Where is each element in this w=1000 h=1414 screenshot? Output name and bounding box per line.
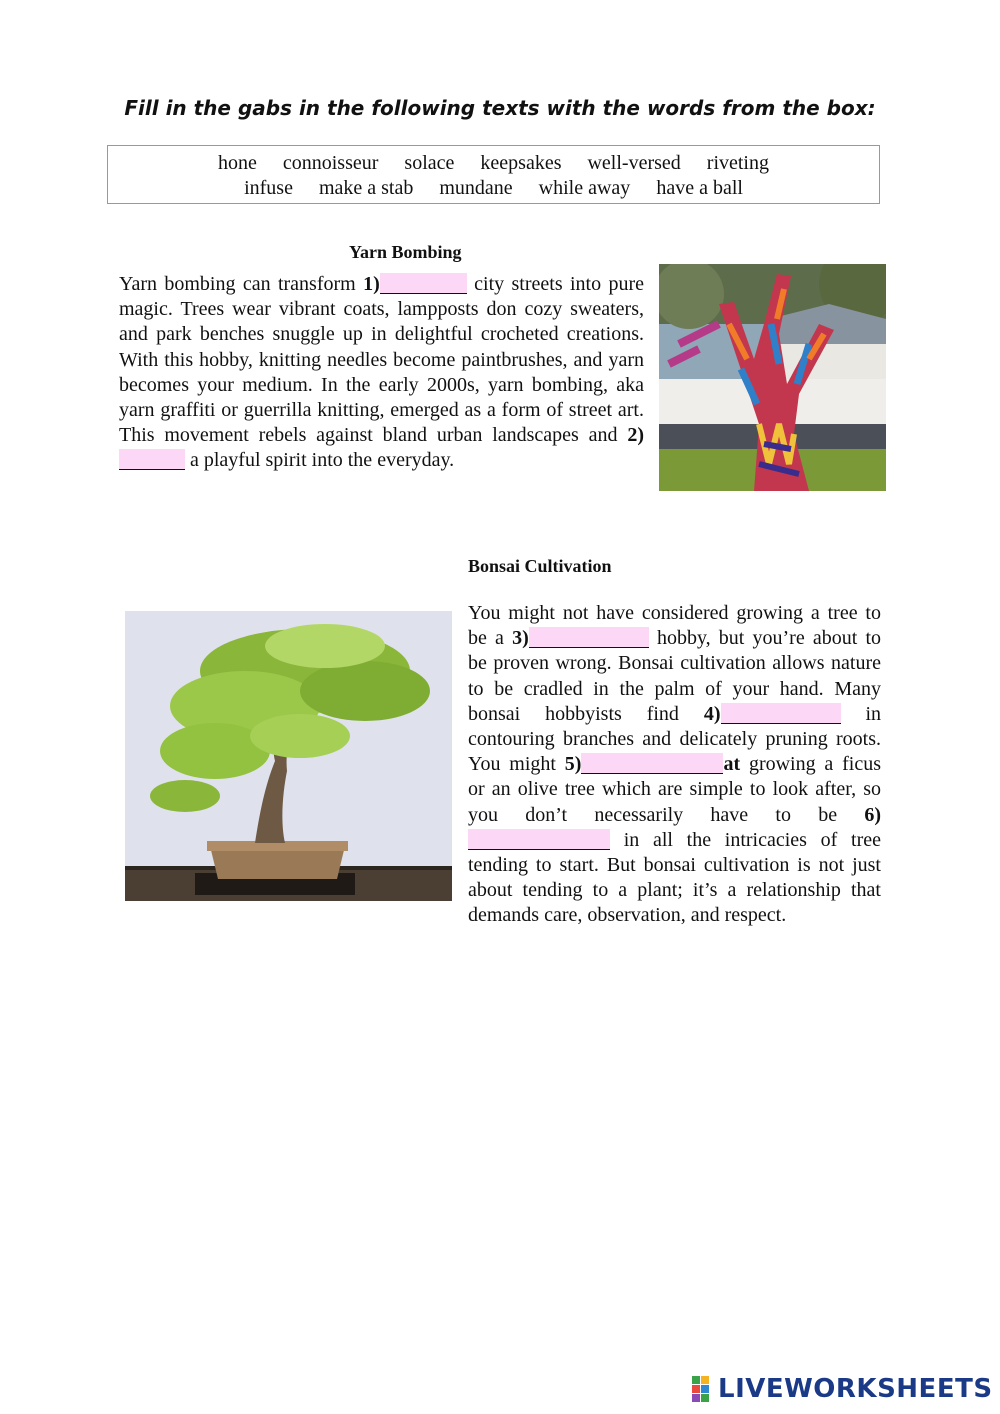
gap-5-input[interactable] <box>581 753 723 774</box>
word-riveting: riveting <box>706 152 769 174</box>
word-mundane: mundane <box>439 177 513 199</box>
text-segment: in contouring branches and delicately pruning roots. You might <box>468 702 882 776</box>
word-while-away: while away <box>538 177 631 199</box>
gap-2-input[interactable] <box>119 449 185 470</box>
yarn-bombing-heading: Yarn Bombing <box>349 242 462 262</box>
word-solace: solace <box>404 152 455 174</box>
text-segment: growing a ficus or an olive tree which are simple to look after, so you don’t necessarily have to be <box>468 753 881 826</box>
page-title: Fill in the gabs in the following texts with the words from the box: <box>124 96 876 120</box>
liveworksheets-logo-icon <box>692 1376 718 1402</box>
gap-3-input[interactable] <box>529 627 649 648</box>
word-well-versed: well-versed <box>587 152 681 174</box>
word-keepsakes: keepsakes <box>480 152 562 174</box>
yarn-bombing-paragraph <box>119 272 644 474</box>
text-segment: in all the intricacies of tree tending to start. But bonsai cultivation is not just about tending to a plant; it’s a relationship that demands care, observation, and respect. <box>468 828 881 927</box>
gap-number-1: 1) <box>363 273 380 295</box>
word-box <box>107 145 880 204</box>
bonsai-paragraph <box>468 601 881 929</box>
gap-1-input[interactable] <box>380 273 467 294</box>
word-infuse: infuse <box>244 177 293 199</box>
gap-4-input[interactable] <box>721 703 841 724</box>
gap-number-4: 4) <box>703 702 721 725</box>
text-segment: a playful spirit into the everyday. <box>190 449 455 472</box>
text-segment: Yarn bombing can transform <box>119 273 356 295</box>
word-box-row-1 <box>108 152 879 175</box>
gap-number-5: 5) <box>564 753 582 776</box>
text-segment: city streets into pure magic. Trees wear vibrant coats, lampposts don cozy sweaters, and park benches snuggle up in delightful crocheted creations. With this hobby, knitting needles become paintbrushes, and yarn becomes your medium. In the early 2000s, yarn bombing, aka yarn graffiti or guerrilla knitting, emerged as a form of street art. This movement rebels against bland urban landscapes and <box>119 273 644 447</box>
gap-number-6: 6) <box>864 803 882 826</box>
gap-5-suffix: at <box>723 753 741 776</box>
text-segment: You might not have considered growing a tree to be a <box>468 602 881 650</box>
yarn-bombed-tree-image <box>659 264 886 491</box>
text-segment: hobby, but you’re about to be proven wrong. Bonsai cultivation allows nature to be cradled in the palm of your hand. Many bonsai hobbyists find <box>468 627 882 725</box>
word-connoisseur: connoisseur <box>282 152 379 174</box>
word-have-a-ball: have a ball <box>656 177 743 199</box>
word-box-row-2 <box>108 177 879 200</box>
bonsai-heading: Bonsai Cultivation <box>468 556 612 576</box>
liveworksheets-logo <box>692 1374 993 1404</box>
liveworksheets-logo-text: LIVEWORKSHEETS <box>718 1374 993 1404</box>
gap-6-input[interactable] <box>468 829 610 850</box>
bonsai-tree-image <box>125 611 452 901</box>
word-make-a-stab: make a stab <box>318 177 414 199</box>
gap-number-3: 3) <box>512 627 529 650</box>
gap-number-2: 2) <box>627 424 644 447</box>
word-hone: hone <box>217 152 257 174</box>
